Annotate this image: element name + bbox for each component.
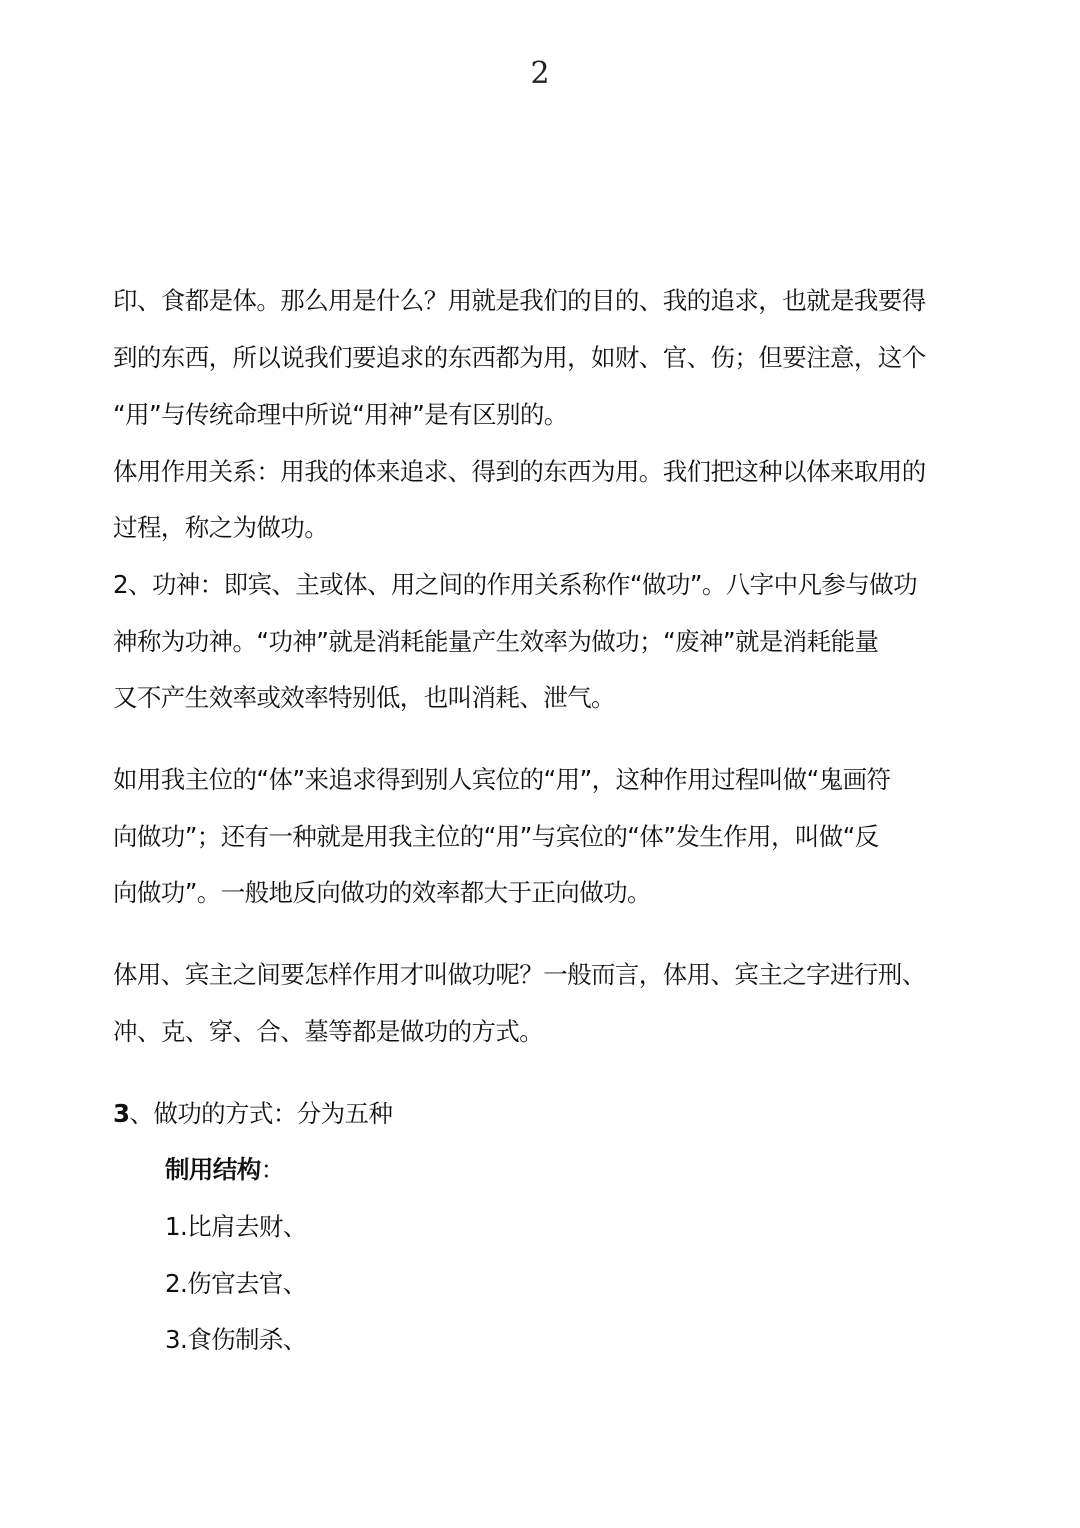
page-number: 2 [530,56,550,91]
section-title: 、做功的方式：分为五种 [129,1099,393,1128]
text-line: 神称为功神。“功神”就是消耗能量产生效率为做功；“废神”就是消耗能量 [113,627,879,656]
text-line: “用”与传统命理中所说“用神”是有区别的。 [113,400,568,429]
list-item: 1.比肩去财、 [165,1212,307,1241]
section-heading [113,1096,392,1132]
text-line: 冲、克、穿、合、墓等都是做功的方式。 [113,1017,544,1046]
text-line: 体用作用关系：用我的体来追求、得到的东西为用。我们把这种以体来取用的 [113,457,926,486]
text-line: 向做功”；还有一种就是用我主位的“用”与宾位的“体”发生作用，叫做“反 [113,822,879,851]
text-line: 印、食都是体。那么用是什么？用就是我们的目的、我的追求，也就是我要得 [113,286,926,315]
text-line: 过程，称之为做功。 [113,513,329,542]
text-line: 2、功神：即宾、主或体、用之间的作用关系称作“做功”。八字中凡参与做功 [113,570,917,599]
text-line: 向做功”。一般地反向做功的效率都大于正向做功。 [113,878,651,907]
text-line: 如用我主位的“体”来追求得到别人宾位的“用”，这种作用过程叫做“鬼画符 [113,765,891,794]
text-line: 到的东西，所以说我们要追求的东西都为用，如财、官、伤；但要注意，这个 [113,343,926,372]
text-line: 体用、宾主之间要怎样作用才叫做功呢？一般而言，体用、宾主之字进行刑、 [113,960,926,989]
list-item: 3.食伤制杀、 [165,1325,307,1354]
text-line: 又不产生效率或效率特别低，也叫消耗、泄气。 [113,683,615,712]
subsection-heading [165,1152,285,1188]
subsection-colon: ： [260,1155,285,1184]
section-number: 3 [113,1099,130,1128]
list-item: 2.伤官去官、 [165,1269,307,1298]
subsection-title: 制用结构 [165,1155,261,1184]
